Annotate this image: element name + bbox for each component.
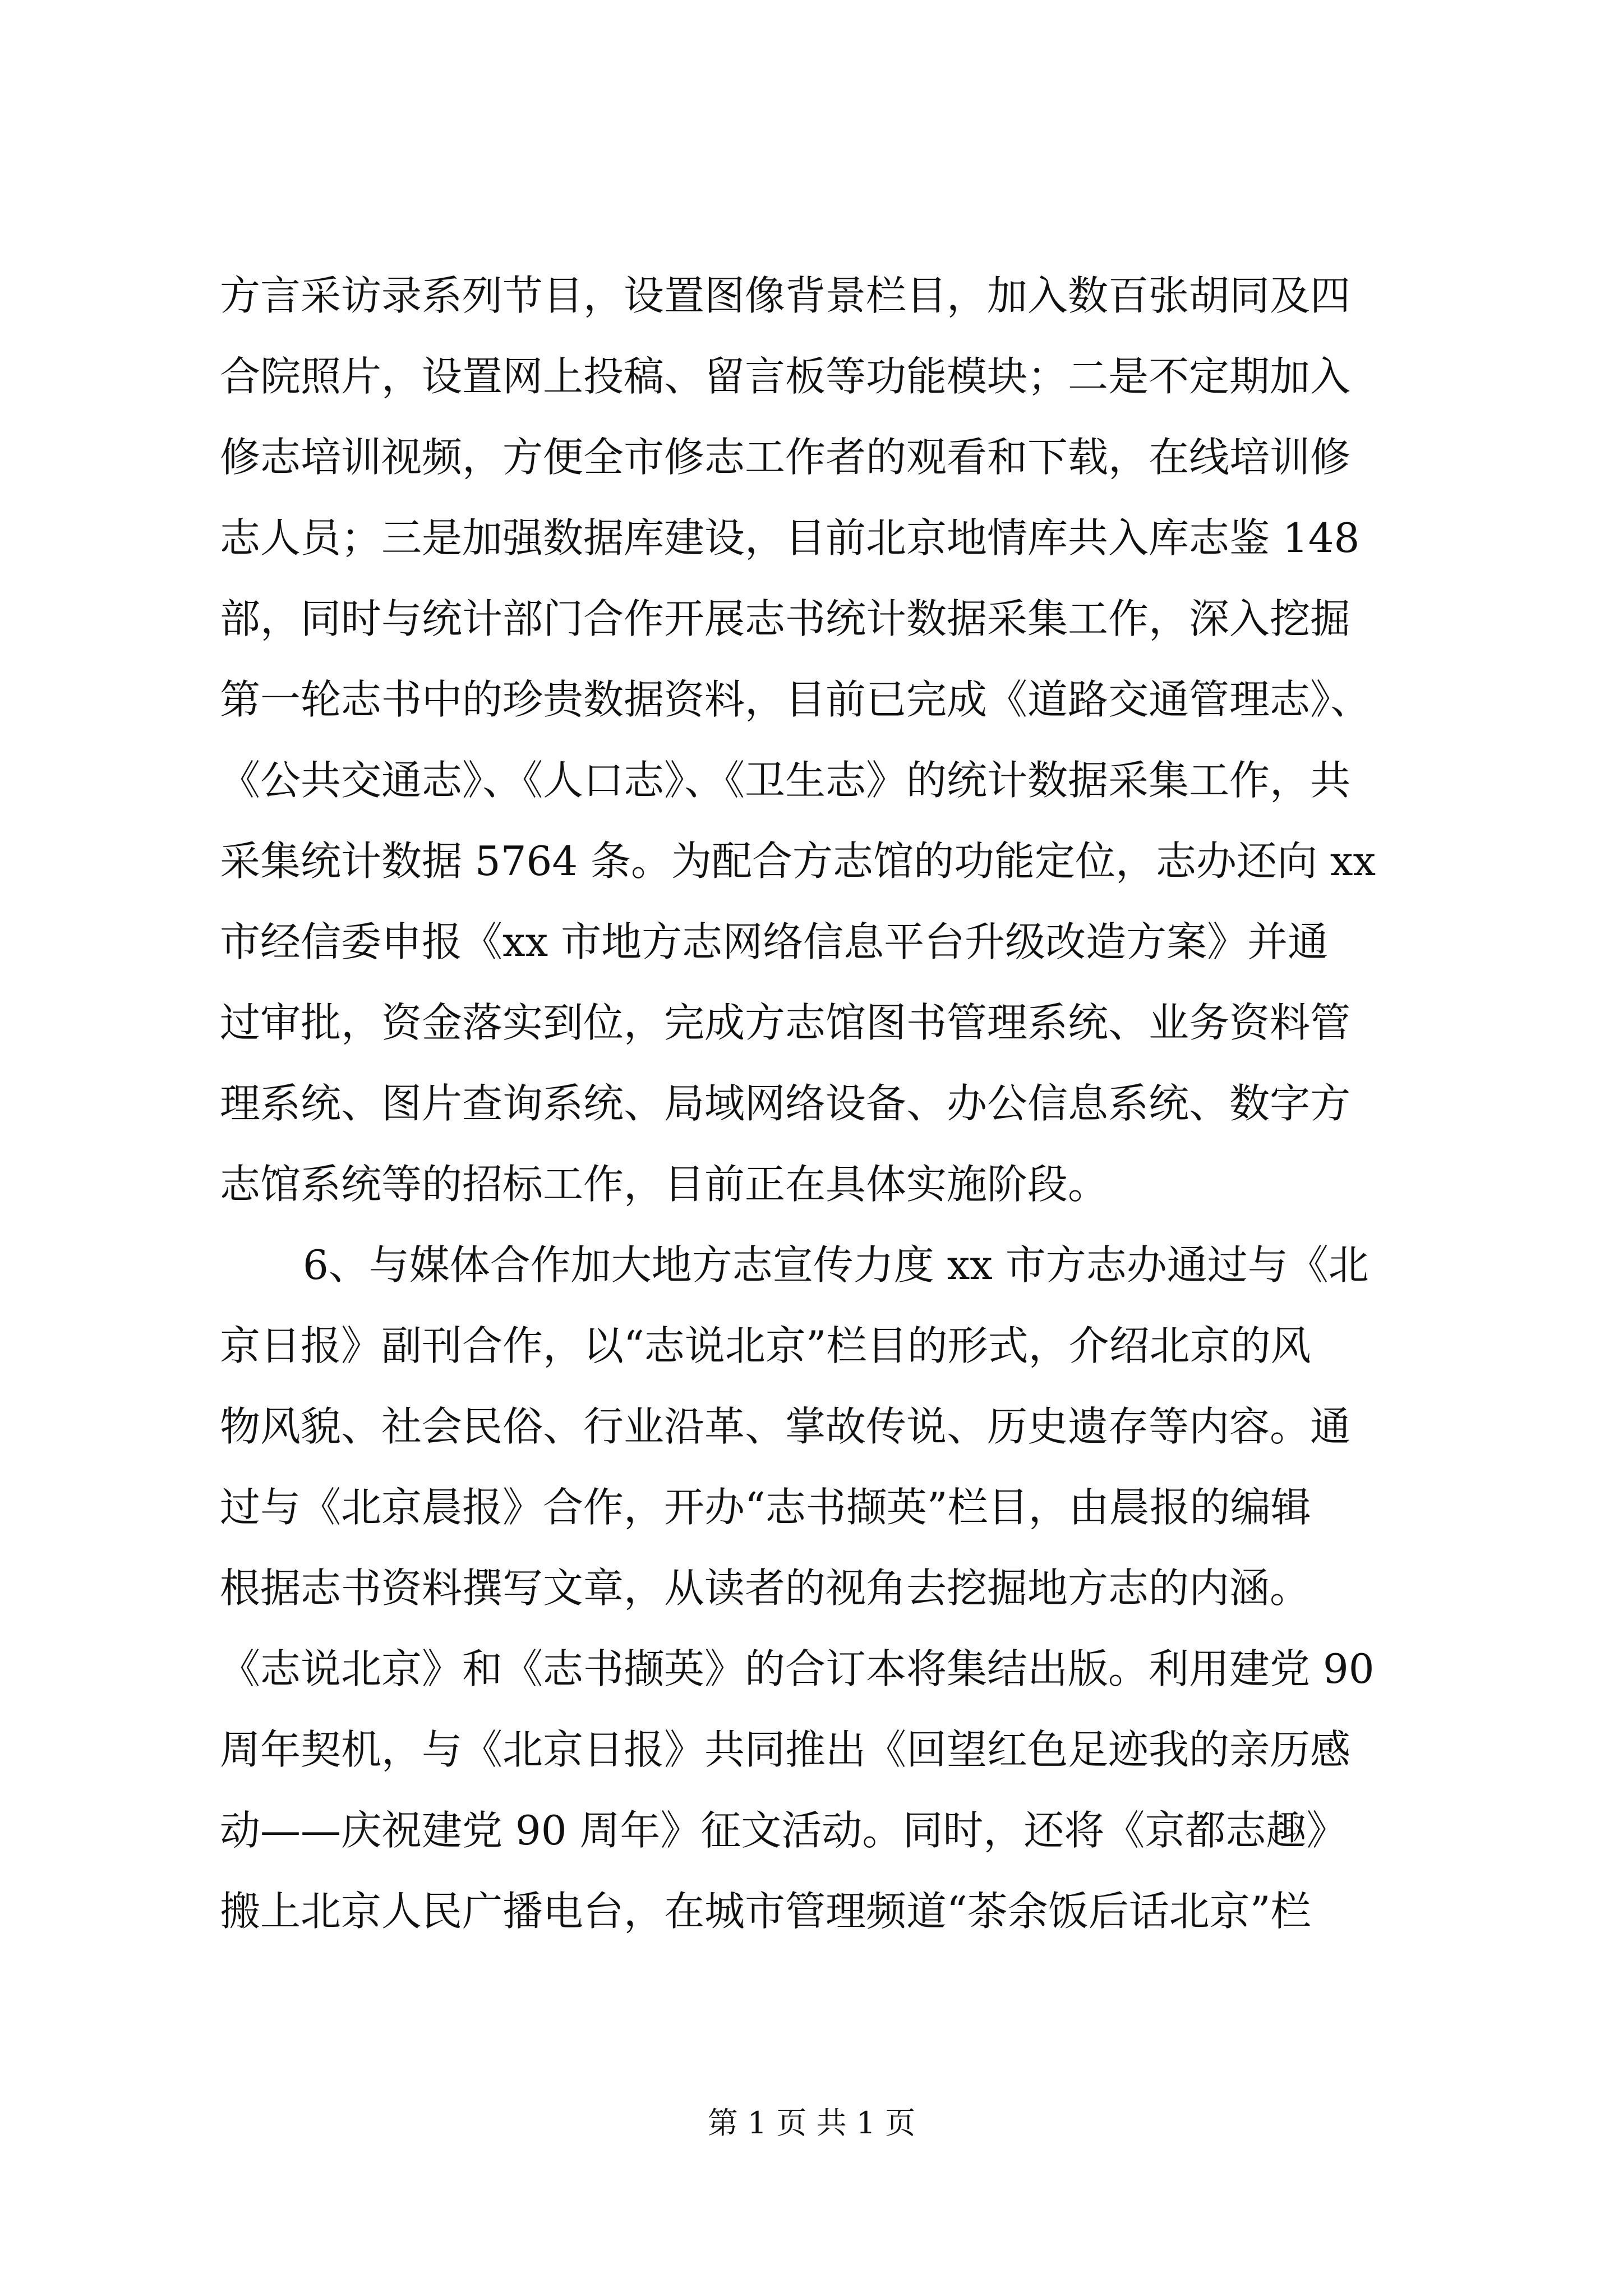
text-line: 志人员；三是加强数据库建设，目前北京地情库共入库志鉴 148 — [220, 514, 1360, 562]
text-line: 《公共交通志》、《人口志》、《卫生志》的统计数据采集工作，共 — [220, 757, 1351, 804]
text-line: 志馆系统等的招标工作，目前正在具体实施阶段。 — [220, 1161, 1109, 1208]
text-line: 采集统计数据 5764 条。为配合方志馆的功能定位，志办还向 xx — [220, 838, 1376, 885]
text-line: 市经信委申报《xx 市地方志网络信息平台升级改造方案》并通 — [220, 918, 1329, 965]
text-line: 部，同时与统计部门合作开展志书统计数据采集工作，深入挖掘 — [220, 595, 1351, 642]
text-line: 修志培训视频，方便全市修志工作者的观看和下载，在线培训修 — [220, 434, 1351, 481]
text-line: 第一轮志书中的珍贵数据资料，目前已完成《道路交通管理志》、 — [220, 676, 1371, 723]
text-line: 周年契机，与《北京日报》共同推出《回望红色足迹我的亲历感 — [220, 1726, 1351, 1773]
text-line-paragraph-start: 6、与媒体合作加大地方志宣传力度 xx 市方志办通过与《北 — [303, 1241, 1369, 1289]
text-line: 根据志书资料撰写文章，从读者的视角去挖掘地方志的内涵。 — [220, 1565, 1311, 1612]
text-line: 过审批，资金落实到位，完成方志馆图书管理系统、业务资料管 — [220, 999, 1351, 1046]
text-line: 《志说北京》和《志书撷英》的合订本将集结出版。利用建党 90 — [220, 1645, 1375, 1692]
page-footer: 第 1 页 共 1 页 — [707, 2105, 916, 2141]
text-line: 京日报》副刊合作，以“志说北京”栏目的形式，介绍北京的风 — [220, 1322, 1311, 1369]
body-text — [220, 255, 1420, 1952]
text-line: 过与《北京晨报》合作，开办“志书撷英”栏目，由晨报的编辑 — [220, 1484, 1311, 1531]
text-line: 理系统、图片查询系统、局域网络设备、办公信息系统、数字方 — [220, 1080, 1351, 1127]
text-line: 方言采访录系列节目，设置图像背景栏目，加入数百张胡同及四 — [220, 272, 1351, 319]
text-line: 合院照片，设置网上投稿、留言板等功能模块；二是不定期加入 — [220, 353, 1351, 400]
text-line: 搬上北京人民广播电台，在城市管理频道“茶余饭后话北京”栏 — [220, 1888, 1311, 1935]
text-line: 物风貌、社会民俗、行业沿革、掌故传说、历史遗存等内容。通 — [220, 1403, 1351, 1450]
text-line: 动——庆祝建党 90 周年》征文活动。同时，还将《京都志趣》 — [220, 1807, 1347, 1854]
